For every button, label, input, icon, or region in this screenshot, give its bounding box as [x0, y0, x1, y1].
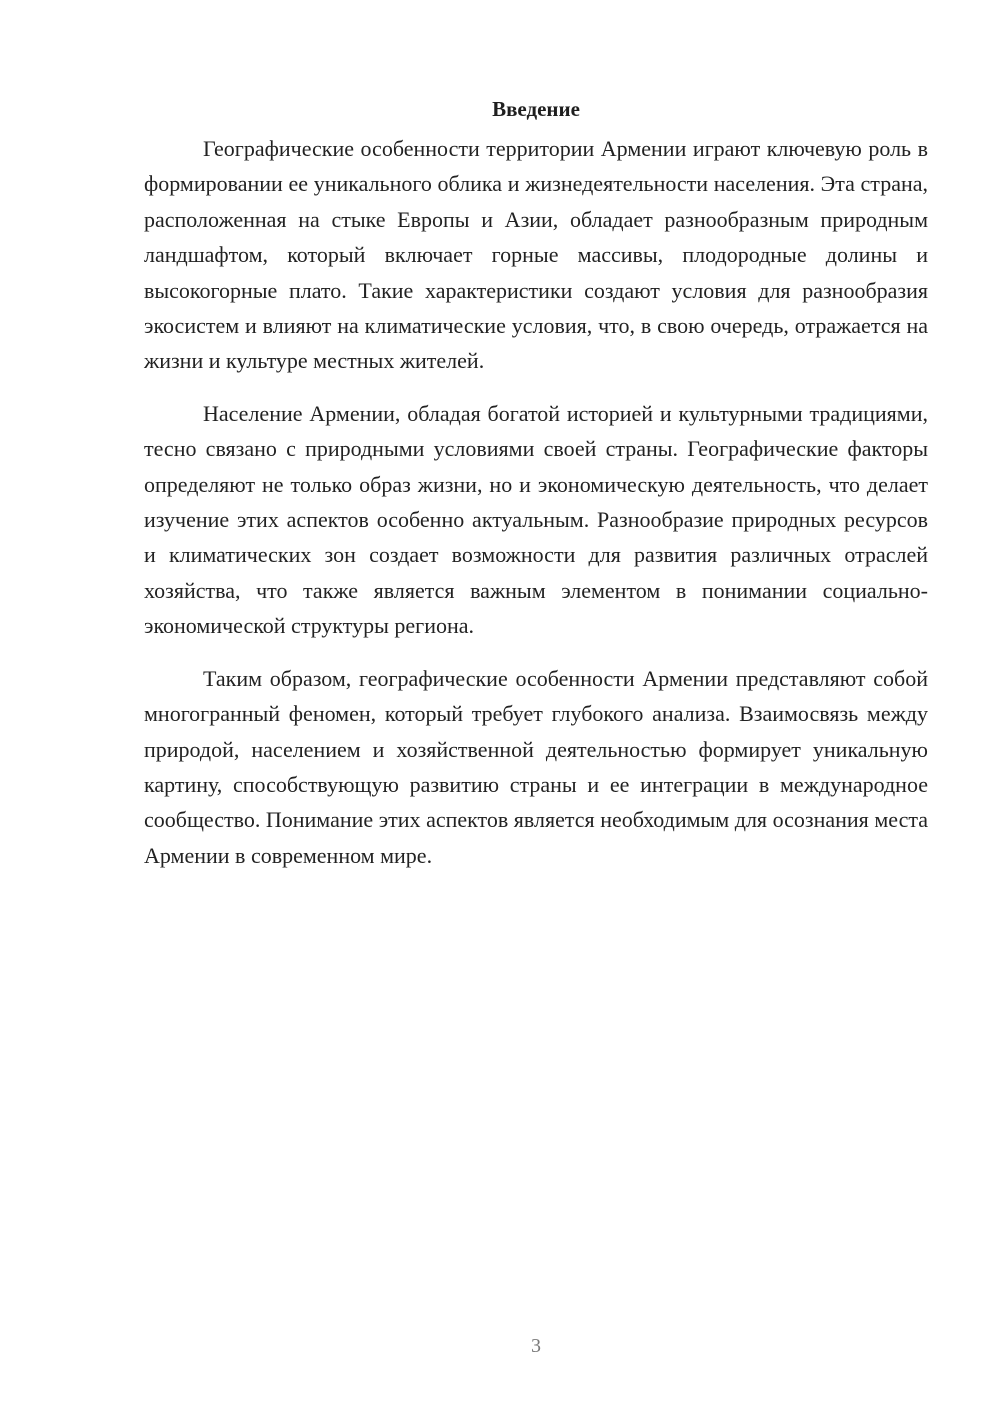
page-number: 3	[531, 1335, 541, 1357]
paragraph-3: Таким образом, географические особенности Армении представляют собой многогранный феномен, который требует глубокого анализа. Взаимосвязь между природой, населением и хозяйственной деятельностью формирует уникальную картину, способствующую развитию страны и ее интеграции в международное сообщество. Понимание этих аспектов является необходимым для осознания места Армении в современном мире.	[144, 665, 928, 868]
paragraph-1: Географические особенности территории Армении играют ключевую роль в формировании ее уникального облика и жизнедеятельности населения. Эта страна, расположенная на стыке Европы и Азии, обладает разнообразным природным ландшафтом, который включает горные массивы, плодородные долины и высокогорные плато. Такие характеристики создают условия для разнообразия экосистем и влияют на климатические условия, что, в свою очередь, отражается на жизни и культуре местных жителей.	[144, 136, 928, 374]
page-content	[144, 92, 928, 890]
section-title: Введение	[492, 97, 580, 121]
paragraph-2: Население Армении, обладая богатой историей и культурными традициями, тесно связано с природными условиями своей страны. Географические факторы определяют не только образ жизни, но и экономическую деятельность, что делает изучение этих аспектов особенно актуальным. Разнообразие природных ресурсов и климатических зон создает возможности для развития различных отраслей хозяйства, что также является важным элементом в понимании социально-экономической структуры региона.	[144, 400, 928, 639]
